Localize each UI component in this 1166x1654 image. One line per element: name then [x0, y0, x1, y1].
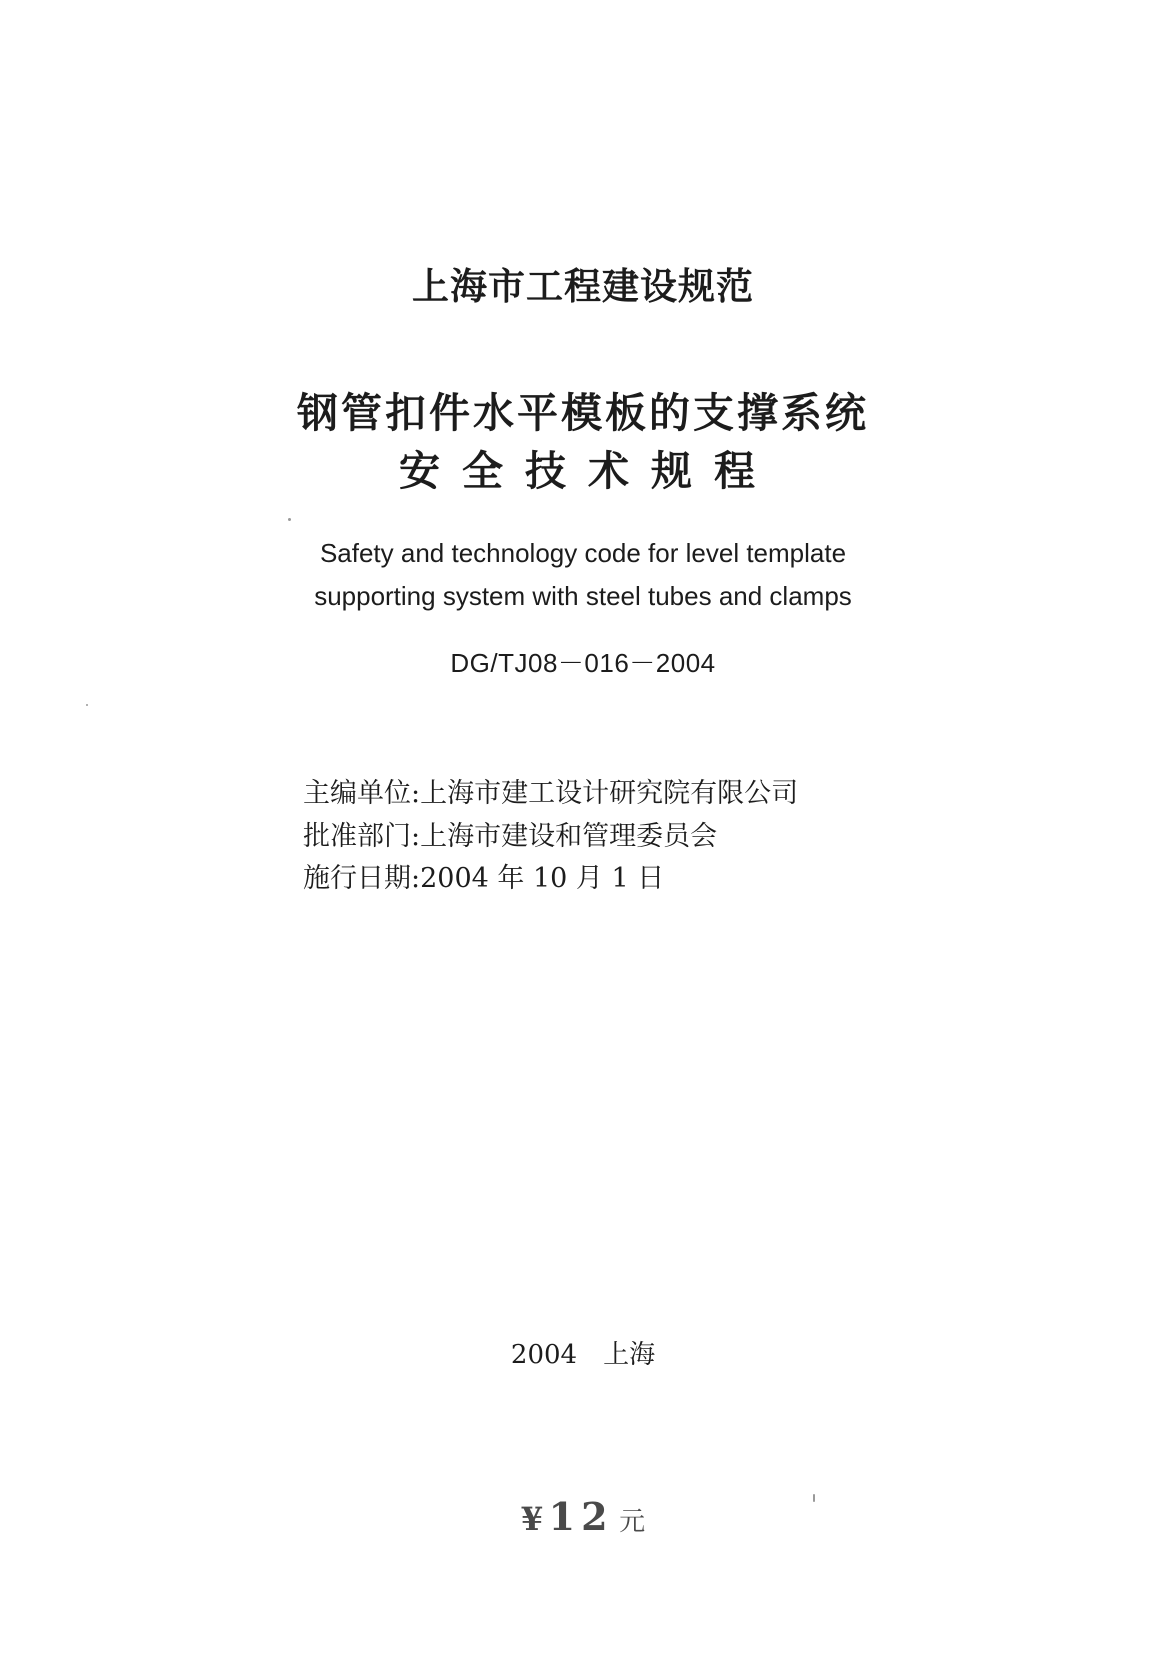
scan-speck	[86, 704, 88, 706]
series-title: 上海市工程建设规范	[412, 265, 754, 308]
price-amount: 12	[548, 1494, 614, 1539]
standard-code: DG/TJ08－016－2004	[450, 648, 716, 678]
effective-date: 施行日期:2004 年 10 月 1 日	[303, 863, 665, 894]
editor-unit: 主编单位:上海市建工设计研究院有限公司	[303, 778, 799, 809]
price-unit: 元	[619, 1507, 646, 1537]
approval-department: 批准部门:上海市建设和管理委员会	[303, 821, 718, 852]
document-title-line-2: 安全技术规程	[399, 447, 777, 495]
price-label	[0, 1492, 1166, 1550]
document-title-line-1: 钢管扣件水平模板的支撑系统	[297, 389, 869, 437]
currency-symbol: ¥	[520, 1500, 544, 1538]
publication-year-place: 2004 上海	[510, 1340, 656, 1370]
scan-speck	[288, 518, 291, 521]
scan-speck	[813, 1494, 815, 1502]
english-title-line-2: supporting system with steel tubes and clamps	[314, 581, 852, 611]
english-title-line-1: Safety and technology code for level template	[319, 538, 847, 568]
